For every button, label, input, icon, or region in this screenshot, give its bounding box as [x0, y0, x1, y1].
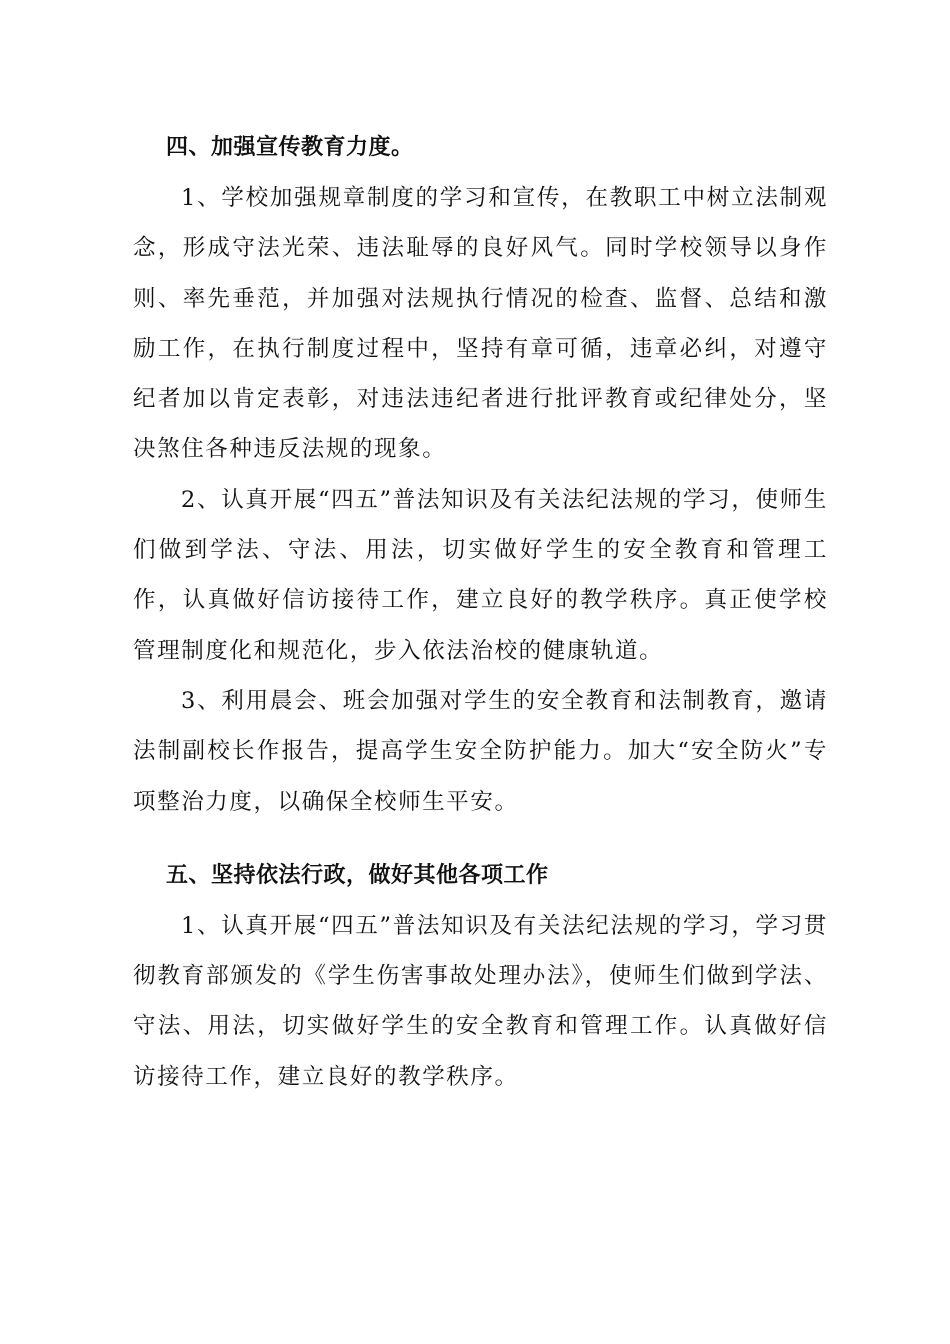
section-heading-4: 四、加强宣传教育力度。 [166, 135, 414, 160]
paragraph-5-1: 1、认真开展“四五”普法知识及有关法纪法规的学习，学习贯彻教育部颁发的《学生伤害事故处理办法》，使师生们做到学法、守法、用法，切实做好学生的安全教育和管理工作。认真做好信访接待工作，建立良好的教学秩序。 [133, 912, 828, 1090]
section-spacer [133, 827, 828, 851]
paragraph-4-2: 2、认真开展“四五”普法知识及有关法纪法规的学习，使师生们做到学法、守法、用法，切实做好学生的安全教育和管理工作，认真做好信访接待工作，建立良好的教学秩序。真正使学校管理制度化和规范化，步入依法治校的健康轨道。 [133, 486, 828, 664]
paragraph-4-1: 1、学校加强规章制度的学习和宣传，在教职工中树立法制观念，形成守法光荣、违法耻辱的良好风气。同时学校领导以身作则、率先垂范，并加强对法规执行情况的检查、监督、总结和激励工作，在执行制度过程中，坚持有章可循，违章必纠，对遵守纪者加以肯定表彰，对违法违纪者进行批评教育或纪律处分，坚决煞住各种违反法规的现象。 [133, 185, 828, 463]
paragraph-4-3: 3、利用晨会、班会加强对学生的安全教育和法制教育，邀请法制副校长作报告，提高学生安全防护能力。加大“安全防火”专项整治力度，以确保全校师生平安。 [133, 687, 828, 815]
document-page [133, 123, 828, 1102]
section-heading-5: 五、坚持依法行政，做好其他各项工作 [166, 862, 549, 888]
